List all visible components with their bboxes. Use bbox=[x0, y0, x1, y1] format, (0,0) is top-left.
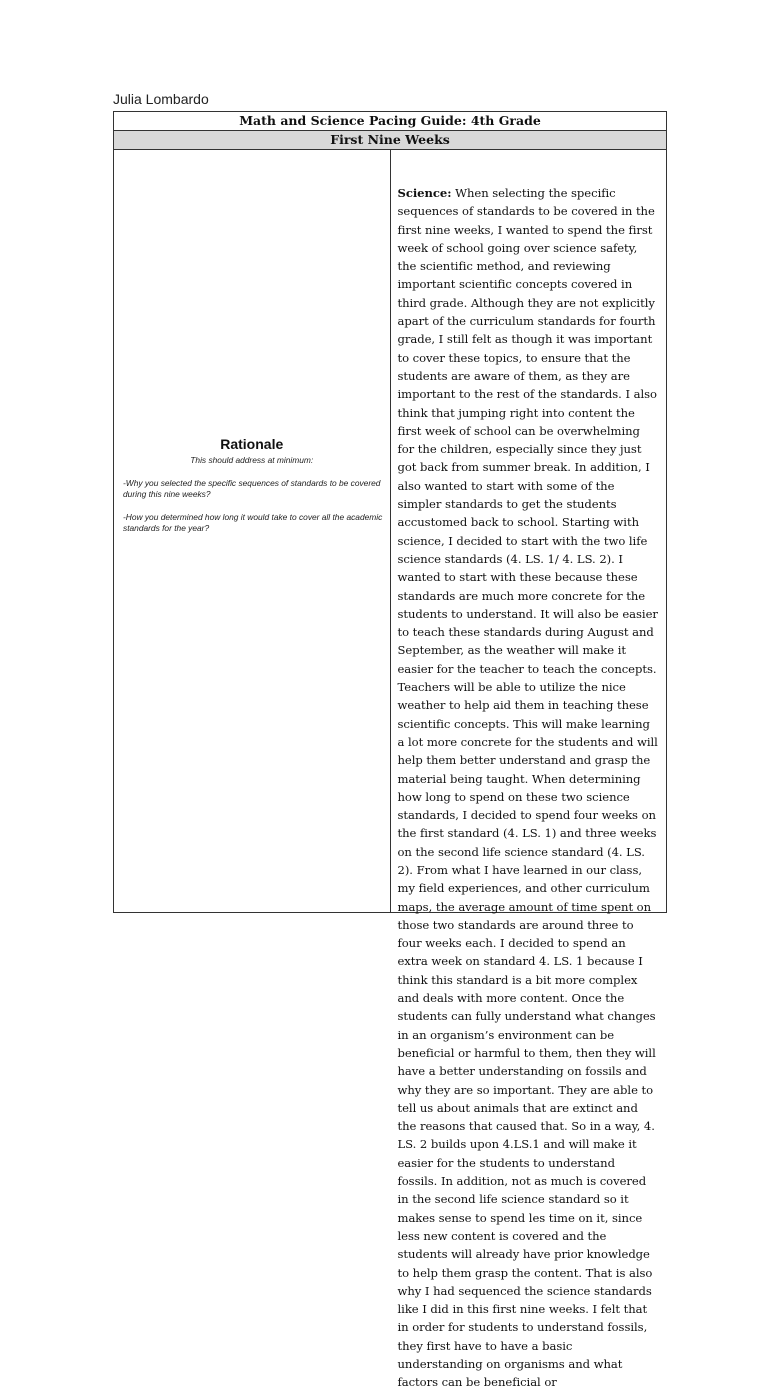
rationale-question-1: -Why you selected the specific sequences of standards to be covered during this nine weeks? bbox=[123, 478, 381, 500]
table-title-row bbox=[114, 112, 667, 131]
science-paragraph: When selecting the specific sequences of standards to be covered in the first nine weeks, I wanted to spend the first week of school going over science safety, the scientific method, and reviewing important scientific concepts covered in third grade. Although they are not explicitly apart of the curriculum standards for fourth grade, I still felt as though it was important to cover these topics, to ensure that the students are aware of them, as they are important to the rest of the standards. I also think that jumping right into content the first week of school can be overwhelming for the children, especially since they just got back from summer break. In addition, I also wanted to start with some of the simpler standards to get the students accustomed back to school. Starting with science, I decided to start with the two life science standards (4. LS. 1/ 4. LS. 2). I wanted to start with these because these standards are much more concrete for the students to understand. It will also be easier to teach these standards during August and September, as the weather will make it easier for the teacher to teach the concepts. Teachers will be able to utilize the nice weather to help aid them in teaching these scientific concepts. This will make learning a lot more concrete for the students and will help them better understand and grasp the material being taught. When determining how long to spend on these two science standards, I decided to spend four weeks on the first standard (4. LS. 1) and three weeks on the second life science standard (4. LS. 2). From what I have learned in our class, my field experiences, and other curriculum maps, the average amount of time spent on those two standards are around three to four weeks each. I decided to spend an extra week on standard 4. LS. 1 because I think this standard is a bit more complex and deals with more content. Once the students can fully understand what changes in an organism’s environment can be beneficial or harmful to them, then they will have a better understanding on fossils and why they are so important. They are able to tell us about animals that are extinct and the reasons that caused that. So in a way, 4. LS. 2 builds upon 4.LS.1 and will make it easier for the students to understand fossils. In addition, not as much is covered in the second life science standard so it makes sense to spend les time on it, since less new content is covered and the students will already have prior knowledge to help them grasp the content. That is also why I had sequenced the science standards like I did in this first nine weeks. I felt that in order for students to understand fossils, they first have to have a basic understanding on organisms and what factors can be beneficial or bbox=[397, 186, 658, 1390]
rationale-prompt bbox=[120, 436, 384, 545]
rationale-heading: Rationale bbox=[220, 436, 284, 452]
science-rationale-text bbox=[391, 150, 667, 1390]
author-name: Julia Lombardo bbox=[113, 91, 209, 107]
pacing-guide-table bbox=[113, 111, 667, 1390]
table-period: First Nine Weeks bbox=[114, 131, 667, 150]
rationale-row bbox=[114, 150, 667, 913]
rationale-cell bbox=[114, 150, 391, 913]
rationale-note: This should address at minimum: bbox=[190, 455, 314, 465]
table-period-row bbox=[114, 131, 667, 150]
rationale-question-2: -How you determined how long it would take to cover all the academic standards for the year? bbox=[123, 511, 383, 533]
table-title: Math and Science Pacing Guide: 4th Grade bbox=[114, 112, 667, 131]
science-rationale-cell bbox=[390, 150, 667, 1390]
science-label: Science: bbox=[397, 186, 452, 200]
